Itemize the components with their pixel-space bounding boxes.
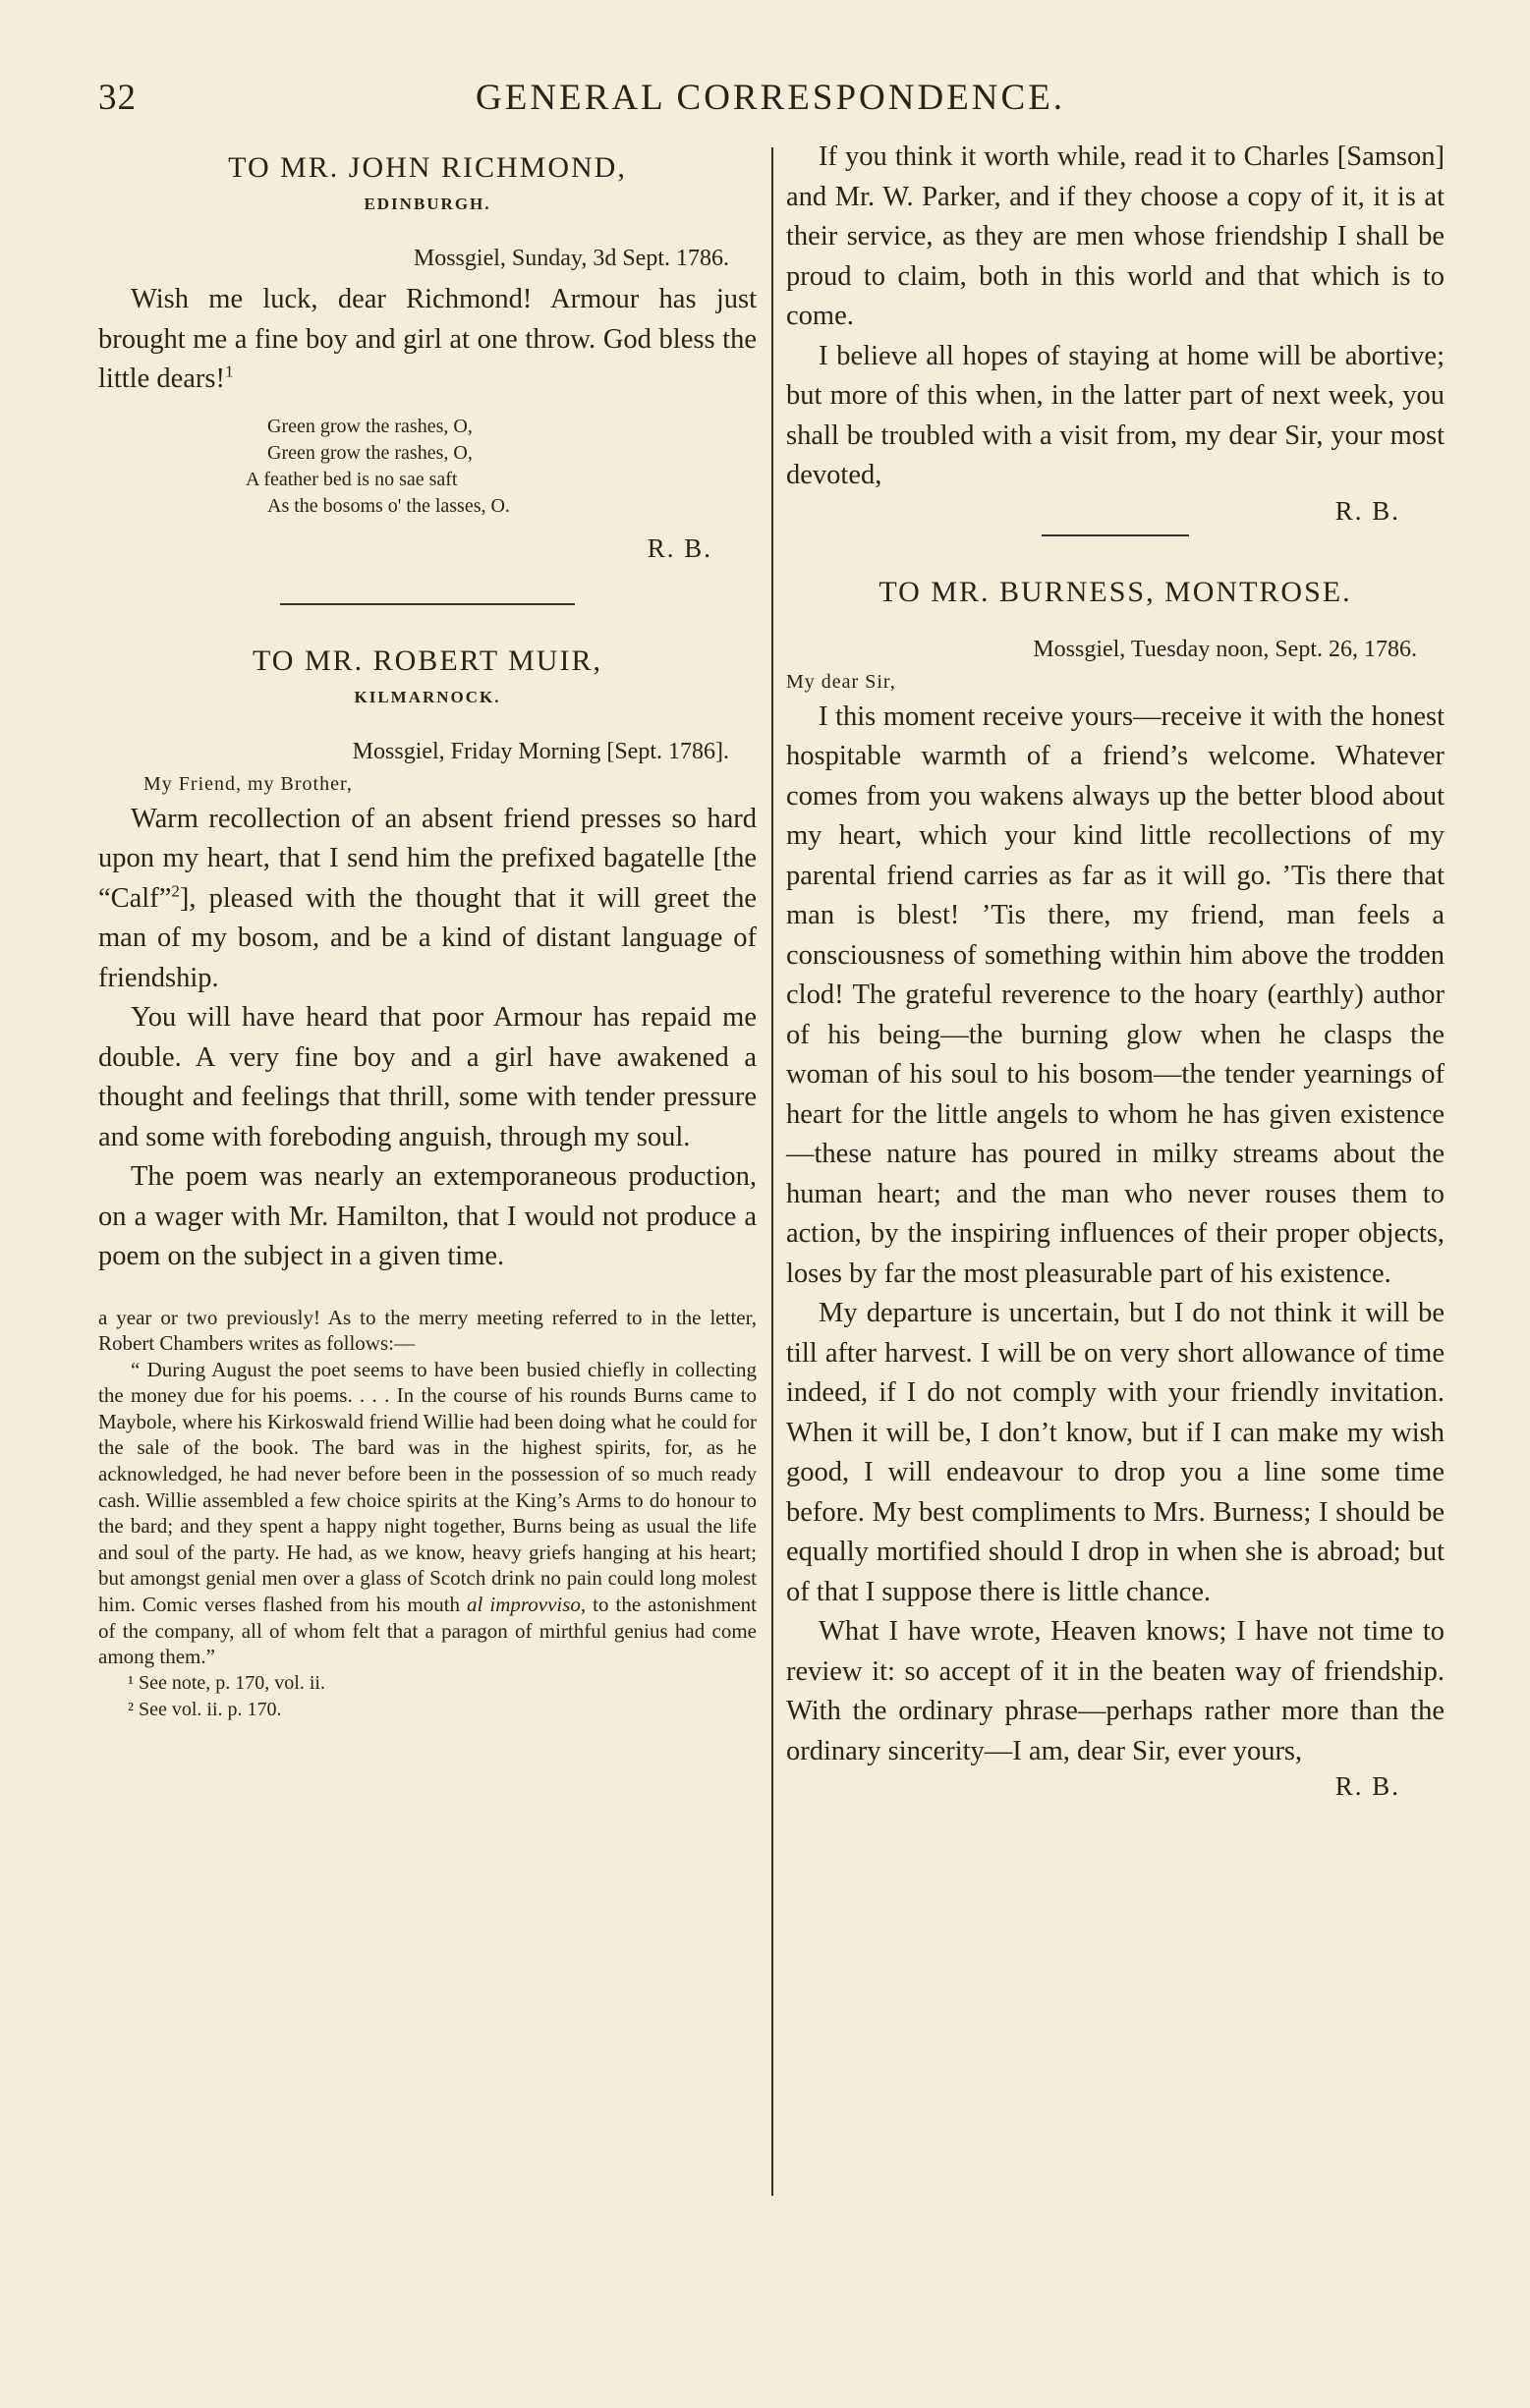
letter3-signature: R. B. (1334, 1771, 1400, 1801)
letter3-heading: TO MR. BURNESS, MONTROSE. (878, 575, 1352, 608)
letter2-signature: R. B. (1334, 495, 1400, 526)
verse-line: A feather bed is no sae saft (246, 468, 458, 490)
running-head (0, 77, 1530, 126)
letter3-paragraph: I this moment receive yours—receive it with the honest hospitable warmth of a friend’s welcome. Whatever comes from you wakens always up the better blood about my heart, which your kind little recollections of my parental friend carries as far as it will go. ’Tis there that man is blest! ’Tis there, my friend, man feels a consciousness of something within him above the trodden clod! The grateful reverence to the hoary (earthly) author of his being—the burning glow when he clasps the woman of his soul to his bosom—the tender yearnings of heart for the little angels to whom he has given existence—these nature has poured in milky streams about the human heart; and the man who never rouses them to action, by the inspiring influences of their proper objects, loses by far the most pleasurable part of his existence. (786, 700, 1445, 1289)
running-title: GENERAL CORRESPONDENCE. (476, 78, 1066, 118)
letter2-paragraph: The poem was nearly an extemporaneous production, on a wager with Mr. Hamilton, that I would not produce a poem on the subject in a given time. (98, 1161, 757, 1271)
letter2-dateline: Mossgiel, Friday Morning [Sept. 1786]. (352, 738, 729, 764)
letter1-body-text: Wish me luck, dear Richmond! Armour has just brought me a fine boy and girl at one throw. God bless the little dears! (98, 284, 757, 394)
column-divider (771, 147, 773, 2196)
editor-note: a year or two previously! As to the merry meeting referred to in the letter, Robert Chambers writes as follows:— (98, 1305, 757, 1356)
page-number: 32 (98, 78, 137, 118)
letter2-p1-b: ], pleased with the thought that it will greet the man of my bosom, and be a kind of distant language of friendship. (98, 882, 757, 993)
letter2-p1-a: Warm recollection of an absent friend presses so hard upon my heart, that I send him the prefixed bagatelle [the “Calf” (98, 803, 757, 914)
right-column (786, 138, 1445, 1802)
footnote-ref: 2 (171, 881, 180, 900)
footnote: ¹ See note, p. 170, vol. ii. (128, 1671, 325, 1694)
letter2-paragraph: If you think it worth while, read it to Charles [Samson] and Mr. W. Parker, and if they choose a copy of it, it is at their service, as they are men whose friendship I shall be proud to claim, both in this world and that which is to come. (786, 141, 1445, 331)
letter2-paragraph: You will have heard that poor Armour has repaid me double. A very fine boy and a girl have awakened a thought and feelings that thrill, some with tender pressure and some with foreboding anguish, through my soul. (98, 1002, 757, 1152)
letter3-salutation: My dear Sir, (786, 670, 896, 693)
letter2-place: KILMARNOCK. (354, 687, 501, 706)
left-column (98, 138, 757, 1723)
note-quote-b: , to the astonishment of the company, all of whom felt that a paragon of mirthful genius had come among them.” (98, 1593, 757, 1669)
verse-line: Green grow the rashes, O, (267, 441, 473, 464)
letter2-salutation: My Friend, my Brother, (143, 772, 353, 795)
letter2-paragraph (98, 800, 757, 999)
section-divider (280, 603, 575, 605)
letter3-paragraph: What I have wrote, Heaven knows; I have not time to review it: so accept of it in the beaten way of friendship. With the ordinary phrase—perhaps rather more than the ordinary sincerity—I am, dear Sir, ever yours, (786, 1616, 1445, 1766)
letter1-body (98, 280, 757, 400)
letter3-dateline: Mossgiel, Tuesday noon, Sept. 26, 1786. (1033, 636, 1417, 662)
letter1-heading: TO MR. JOHN RICHMOND, (228, 151, 627, 184)
letter1-place: EDINBURGH. (364, 195, 491, 213)
verse-line: Green grow the rashes, O, (267, 415, 473, 437)
letter1-signature: R. B. (647, 532, 712, 563)
note-quote-a: “ During August the poet seems to have been busied chiefly in collecting the money due for his poems. . . . In the course of his rounds Burns came to Maybole, where his Kirkoswald friend Willie had been doing what he could for the sale of the book. The bard was in the highest spirits, for, as he acknowledged, he had never before been in the possession of so much ready cash. Willie assembled a few choice spirits at the King’s Arms to do honour to the bard; and they spent a happy night together, Burns being as usual the life and soul of the party. He had, as we know, heavy griefs hanging at his heart; but amongst genial men over a glass of Scotch drink no pain could long molest him. Comic verses flashed from his mouth (98, 1357, 757, 1617)
letter2-heading: TO MR. ROBERT MUIR, (253, 644, 602, 677)
letter3-paragraph: My departure is uncertain, but I do not think it will be till after harvest. I will be on very short allowance of time indeed, if I do not comply with your friendly invitation. When it will be, I don’t know, but if I can make my wish good, I will endeavour to drop you a line some time before. My best compliments to Mrs. Burness; I should be equally mortified should I drop in when she is abroad; but of that I suppose there is little chance. (786, 1298, 1445, 1607)
section-divider (1042, 534, 1189, 536)
letter2-paragraph: I believe all hopes of staying at home will be abortive; but more of this when, in the latter part of next week, you shall be troubled with a visit from, my dear Sir, your most devoted, (786, 340, 1445, 490)
verse-line: As the bosoms o' the lasses, O. (267, 494, 510, 517)
footnote: ² See vol. ii. p. 170. (128, 1698, 282, 1720)
note-quote-italic: al improvviso (467, 1593, 581, 1617)
verse (246, 414, 757, 520)
footnote-ref: 1 (225, 362, 234, 381)
editor-note-quote (98, 1357, 757, 1670)
letter1-dateline: Mossgiel, Sunday, 3d Sept. 1786. (413, 246, 729, 271)
